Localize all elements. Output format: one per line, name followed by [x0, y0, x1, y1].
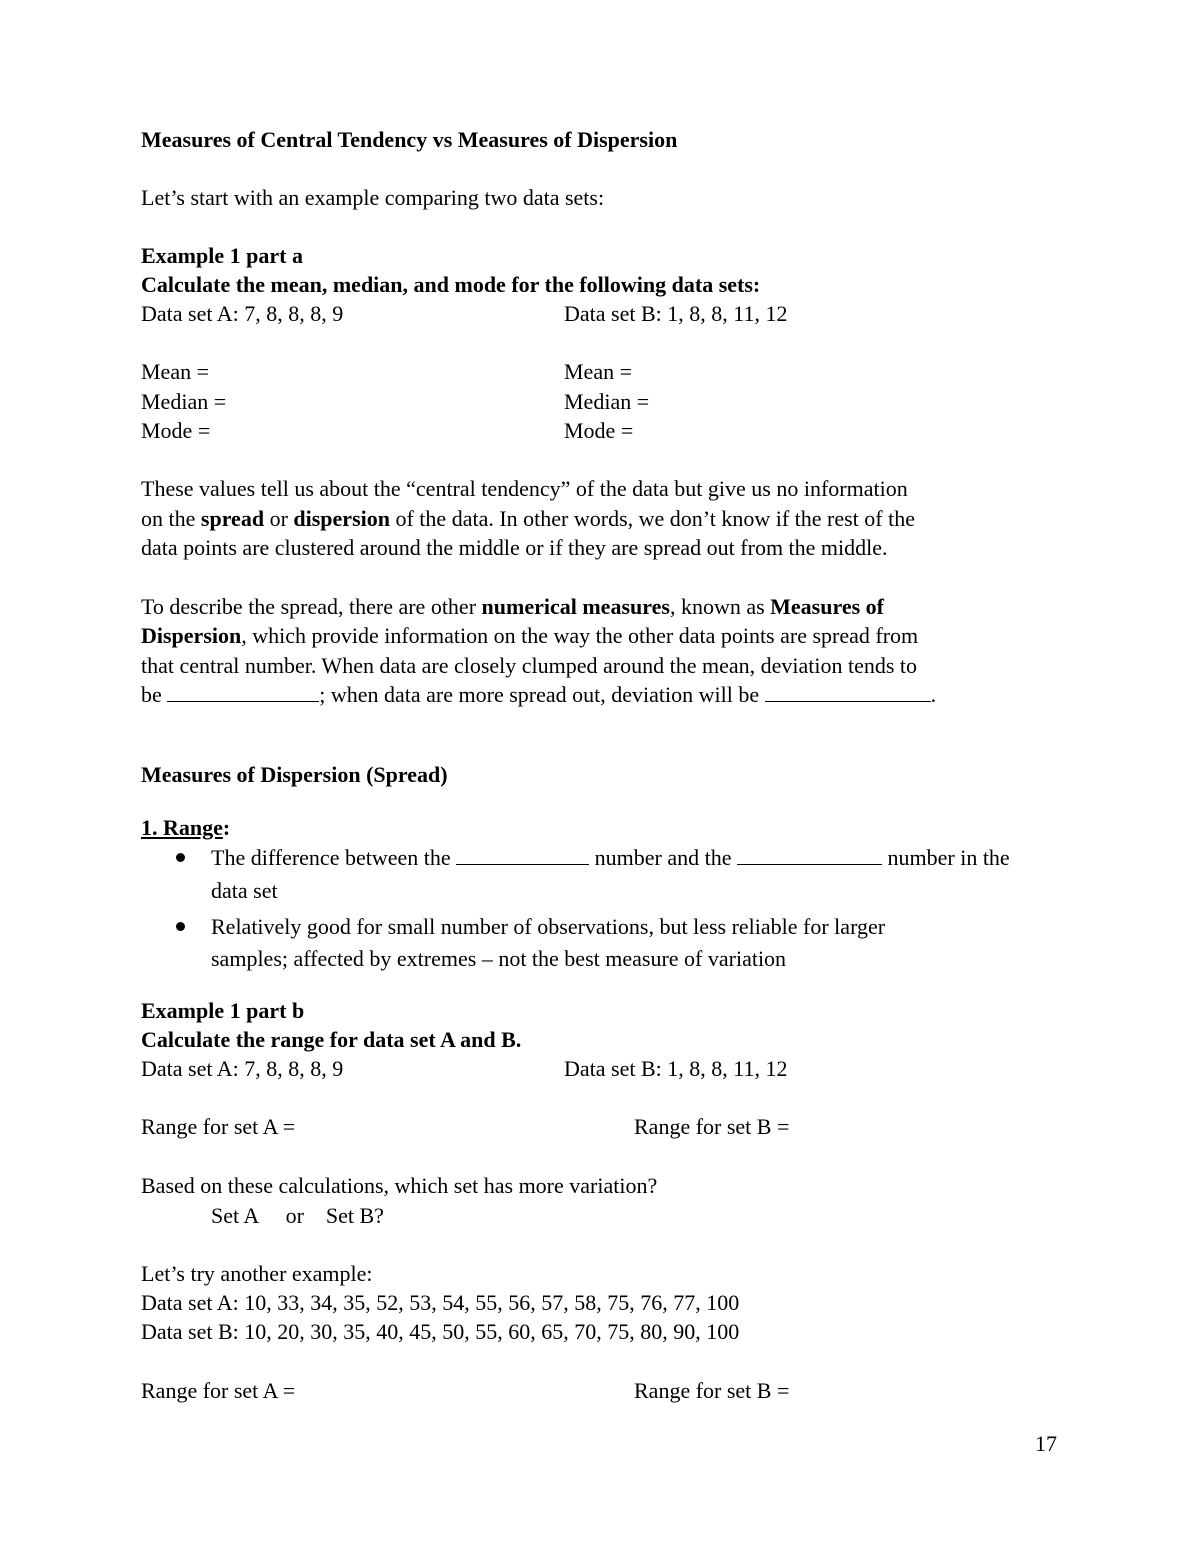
mean-label-b: Mean = [564, 359, 632, 384]
range-bullet-2-line2: samples; affected by extremes – not the best measure of variation [211, 946, 787, 971]
data-set-a: Data set A: 7, 8, 8, 8, 9 [141, 1056, 344, 1081]
range-bullet-1-continued: data set [211, 878, 278, 903]
fill-in-blank-small[interactable] [167, 681, 319, 702]
range-set-b-label: Range for set B = [634, 1114, 790, 1139]
paragraph-dispersion-line4: be ; when data are more spread out, deviation will be . [141, 682, 937, 707]
set-choice: Set A or Set B? [211, 1203, 384, 1228]
paragraph-dispersion-line1: To describe the spread, there are other numerical measures, known as Measures of [141, 594, 885, 619]
data-set-a-large: Data set A: 10, 33, 34, 35, 52, 53, 54, 55, 56, 57, 58, 75, 76, 77, 100 [141, 1290, 740, 1315]
fill-in-blank-smallest[interactable] [456, 844, 589, 865]
paragraph-central-tendency-line2: on the spread or dispersion of the data. In other words, we don’t know if the rest of the [141, 506, 915, 531]
page-number: 17 [1035, 1431, 1057, 1456]
fill-in-blank-large[interactable] [765, 681, 931, 702]
dispersion-term: dispersion [293, 506, 390, 531]
range-bullet-1: The difference between the number and the number in the [211, 845, 1010, 870]
data-set-b: Data set B: 1, 8, 8, 11, 12 [564, 1056, 788, 1081]
bullet-icon [176, 853, 185, 862]
data-set-a: Data set A: 7, 8, 8, 8, 9 [141, 301, 344, 326]
mode-label-a: Mode = [141, 418, 211, 443]
example-1b-instruction: Calculate the range for data set A and B. [141, 1027, 522, 1052]
range-set-b-label-2: Range for set B = [634, 1378, 790, 1403]
example-1a-instruction: Calculate the mean, median, and mode for the following data sets: [141, 272, 761, 297]
another-example-intro: Let’s try another example: [141, 1261, 373, 1286]
range-set-a-label-2: Range for set A = [141, 1378, 296, 1403]
example-1b-title: Example 1 part b [141, 998, 305, 1023]
spread-term: spread [200, 506, 265, 531]
range-heading: 1. Range: [141, 815, 231, 840]
mode-label-b: Mode = [564, 418, 634, 443]
range-bullet-2-line1: Relatively good for small number of observations, but less reliable for larger [211, 914, 886, 939]
section-heading-measures-of-dispersion: Measures of Dispersion (Spread) [141, 762, 448, 787]
dispersion-term-2: Dispersion [141, 623, 242, 648]
numerical-measures-term: numerical measures [481, 594, 670, 619]
data-set-b-large: Data set B: 10, 20, 30, 35, 40, 45, 50, 55, 60, 65, 70, 75, 80, 90, 100 [141, 1319, 740, 1344]
measures-of-term: Measures of [770, 594, 885, 619]
bullet-icon [176, 922, 185, 931]
fill-in-blank-largest[interactable] [737, 844, 882, 865]
example-1a-title: Example 1 part a [141, 243, 303, 268]
section-heading-central-vs-dispersion: Measures of Central Tendency vs Measures of Dispersion [141, 127, 678, 152]
range-set-a-label: Range for set A = [141, 1114, 296, 1139]
paragraph-dispersion-line2: Dispersion, which provide information on the way the other data points are spread from [141, 623, 919, 648]
variation-question: Based on these calculations, which set has more variation? [141, 1173, 658, 1198]
paragraph-central-tendency-line1: These values tell us about the “central tendency” of the data but give us no information [141, 476, 908, 501]
paragraph-central-tendency-line3: data points are clustered around the middle or if they are spread out from the middle. [141, 535, 888, 560]
median-label-b: Median = [564, 389, 650, 414]
paragraph-dispersion-line3: that central number. When data are closely clumped around the mean, deviation tends to [141, 653, 918, 678]
data-set-b: Data set B: 1, 8, 8, 11, 12 [564, 301, 788, 326]
intro-text: Let’s start with an example comparing two data sets: [141, 185, 605, 210]
median-label-a: Median = [141, 389, 227, 414]
mean-label-a: Mean = [141, 359, 209, 384]
